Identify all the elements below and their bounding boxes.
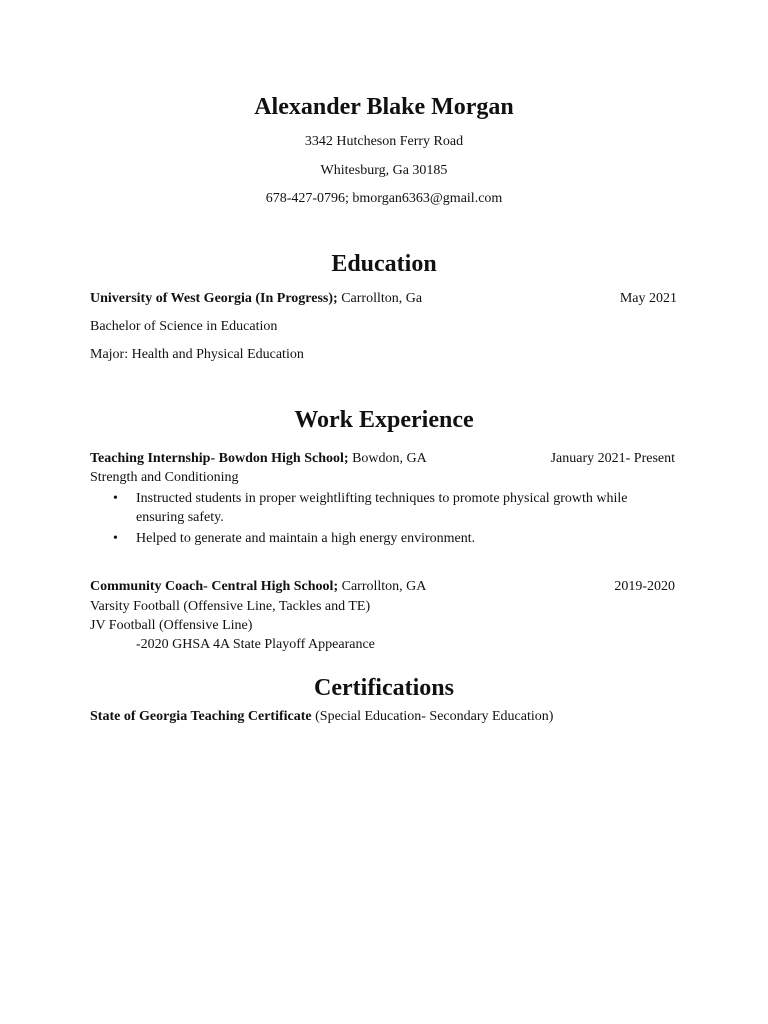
job-1-bullet-1-dot: • <box>113 491 118 506</box>
contact-line: 678-427-0796; bmorgan6363@gmail.com <box>265 191 503 206</box>
job-1-location: Bowdon, GA <box>348 451 427 466</box>
education-heading: Education <box>331 251 437 277</box>
address-line-2: Whitesburg, Ga 30185 <box>320 163 448 178</box>
job-2-role: Community Coach- Central High School; <box>90 579 339 594</box>
education-degree: Bachelor of Science in Education <box>90 319 278 334</box>
job-1-bullet-2-dot: • <box>113 531 118 546</box>
education-location: Carrollton, Ga <box>337 291 423 306</box>
work-experience-heading: Work Experience <box>294 407 474 433</box>
job-1-bullet-1-cont: ensuring safety. <box>136 510 224 525</box>
job-1-subtitle: Strength and Conditioning <box>90 470 239 485</box>
education-major: Major: Health and Physical Education <box>90 347 304 362</box>
certification-detail: (Special Education- Secondary Education) <box>311 709 554 724</box>
certification-name: State of Georgia Teaching Certificate <box>90 709 312 724</box>
education-date: May 2021 <box>619 291 677 306</box>
address-line-1: 3342 Hutcheson Ferry Road <box>304 134 464 149</box>
job-1-role: Teaching Internship- Bowdon High School; <box>90 451 349 466</box>
job-2-line-2: JV Football (Offensive Line) <box>90 618 253 633</box>
job-1-title-line <box>90 449 427 468</box>
job-1-bullet-1: Instructed students in proper weightlifting techniques to promote physical growth while <box>136 491 628 506</box>
job-2-date: 2019-2020 <box>614 579 675 594</box>
job-2-title-line <box>90 577 426 596</box>
education-school-line <box>90 289 422 308</box>
job-2-line-1: Varsity Football (Offensive Line, Tackles and TE) <box>90 599 371 614</box>
job-1-bullet-2: Helped to generate and maintain a high energy environment. <box>136 531 476 546</box>
job-2-location: Carrollton, GA <box>338 579 427 594</box>
education-school: University of West Georgia (In Progress); <box>90 291 338 306</box>
certification-line <box>90 707 553 726</box>
job-2-line-3: -2020 GHSA 4A State Playoff Appearance <box>136 637 375 652</box>
candidate-name: Alexander Blake Morgan <box>254 94 514 120</box>
job-1-date: January 2021- Present <box>550 451 675 466</box>
certifications-heading: Certifications <box>314 675 454 701</box>
